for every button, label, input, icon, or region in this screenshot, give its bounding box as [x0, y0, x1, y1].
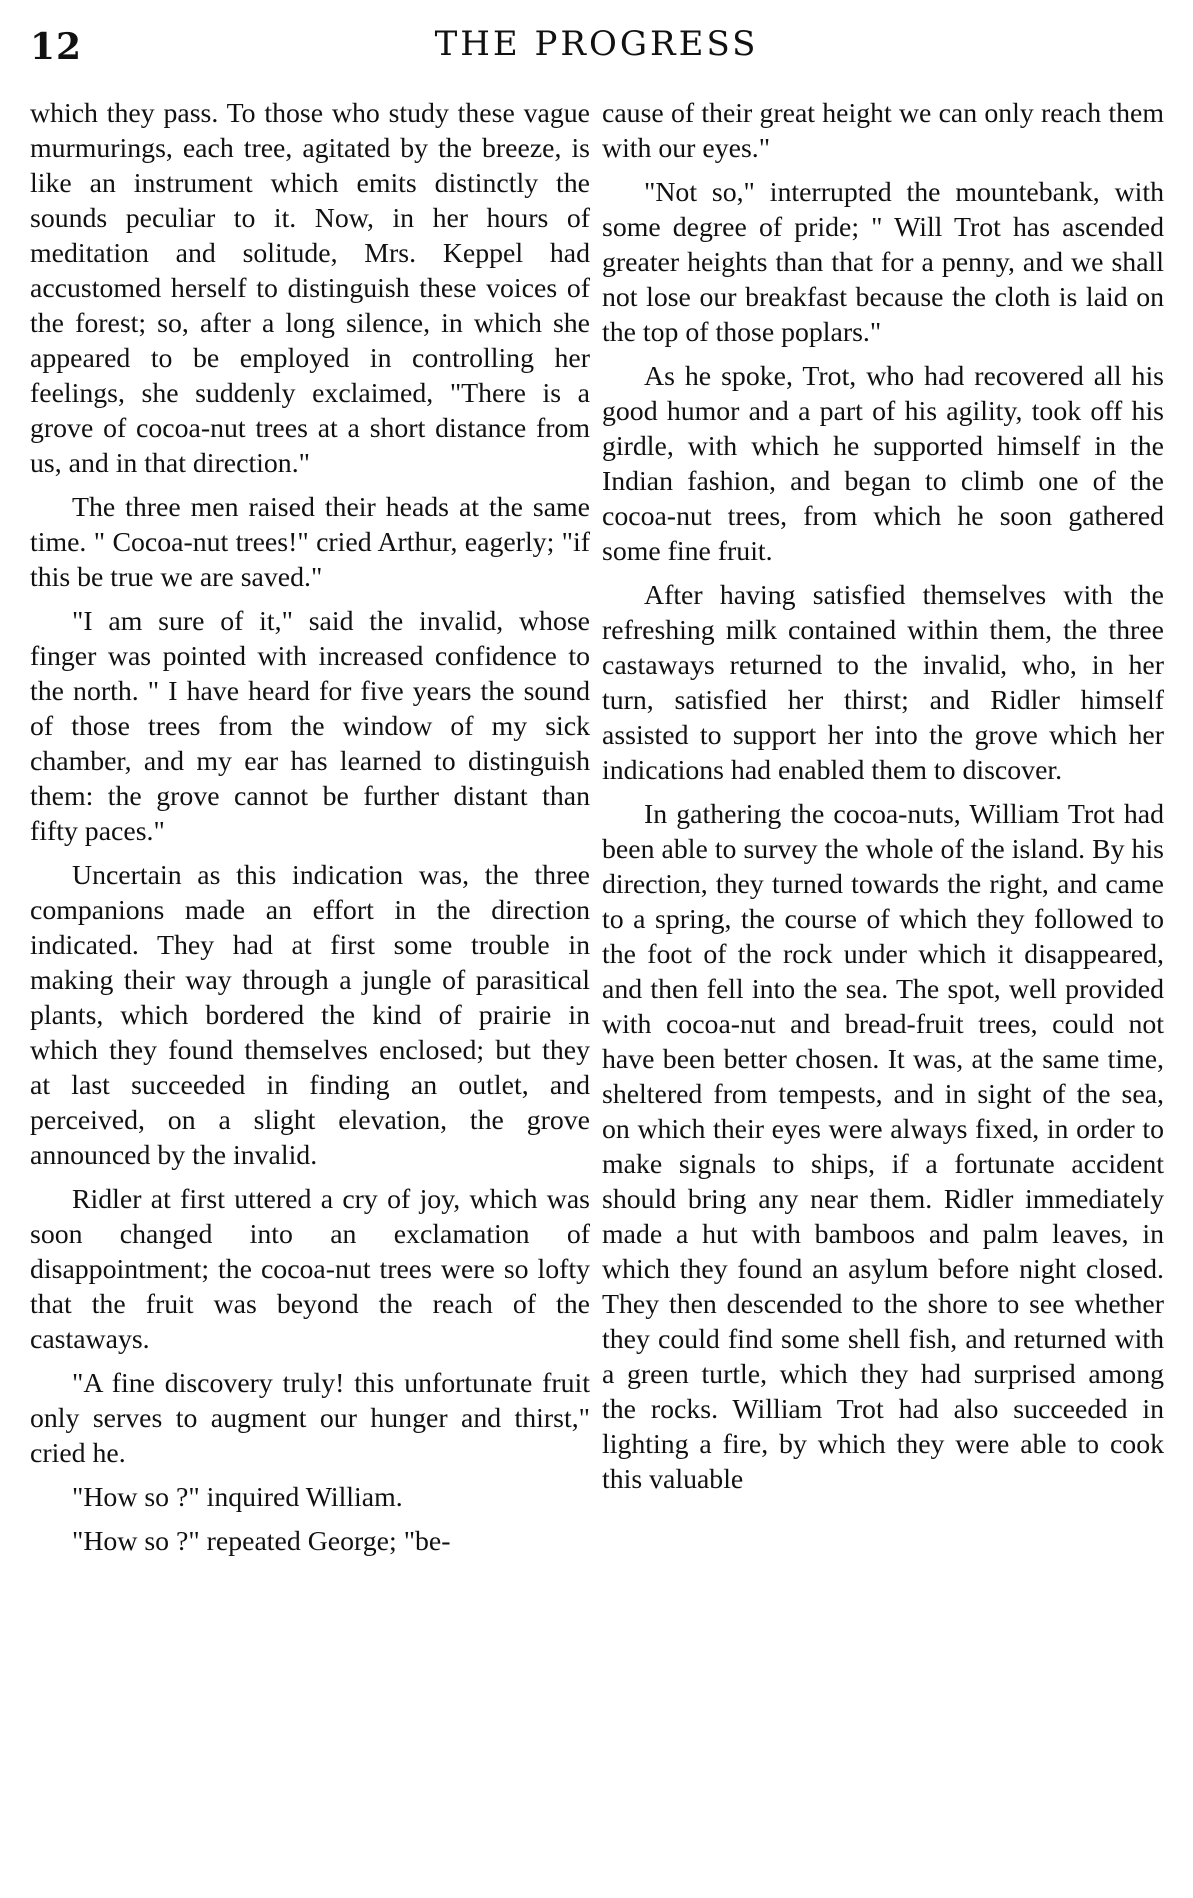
paragraph: After having satisfied themselves with the refreshing milk contained within them, the three castaways returned to the invalid, who, in her turn, satisfied her thirst; and Ridler himself assisted to support her into the grove which her indications had enabled them to discover. [602, 580, 1164, 786]
paragraph: cause of their great height we can only reach them with our eyes." [602, 98, 1164, 164]
paragraph: Ridler at first uttered a cry of joy, which was soon changed into an exclamation of disappointment; the cocoa-nut trees were so lofty that the fruit was beyond the reach of the castaways. [30, 1184, 590, 1355]
paragraph: "A fine discovery truly! this unfortunate fruit only serves to augment our hunger and thirst," cried he. [30, 1368, 590, 1469]
right-column [602, 96, 1164, 1497]
paragraph: "I am sure of it," said the invalid, whose finger was pointed with increased confidence to the north. " I have heard for five years the sound of those trees from the window of my sick chamber, and my ear has learned to distinguish them: the grove cannot be further distant than fifty paces." [30, 606, 590, 847]
page-number: 12 [30, 26, 83, 68]
paragraph: The three men raised their heads at the same time. " Cocoa-nut trees!" cried Arthur, eagerly; "if this be true we are saved." [30, 492, 590, 593]
paragraph: "How so ?" repeated George; "be- [72, 1526, 451, 1557]
page-header [30, 22, 1163, 70]
paragraph: "Not so," interrupted the mountebank, with some degree of pride; " Will Trot has ascended greater heights than that for a penny, and we shall not lose our breakfast because the cloth is laid on the top of those poplars." [602, 177, 1164, 348]
paragraph: which they pass. To those who study these vague murmurings, each tree, agitated by the breeze, is like an instrument which emits distinctly the sounds peculiar to it. Now, in her hours of meditation and solitude, Mrs. Keppel had accustomed herself to distinguish these voices of the forest; so, after a long silence, in which she appeared to be employed in controlling her feelings, she suddenly exclaimed, "There is a grove of cocoa-nut trees at a short distance from us, and in that direction." [30, 98, 590, 479]
paragraph: In gathering the cocoa-nuts, William Trot had been able to survey the whole of the island. By his direction, they turned towards the right, and came to a spring, the course of which they followed to the foot of the rock under which it disappeared, and then fell into the sea. The spot, well provided with cocoa-nut and bread-fruit trees, could not have been better chosen. It was, at the same time, sheltered from tempests, and in sight of the sea, on which their eyes were always fixed, in order to make signals to ships, if a fortunate accident should bring any near them. Ridler immediately made a hut with bamboos and palm leaves, in which they found an asylum before night closed. They then descended to the shore to see whether they could find some shell fish, and returned with a green turtle, which they had surprised among the rocks. William Trot had also succeeded in lighting a fire, by which they were able to cook this valuable [602, 799, 1164, 1495]
running-title: THE PROGRESS [434, 24, 759, 64]
paragraph: Uncertain as this indication was, the three companions made an effort in the direction indicated. They had at first some trouble in making their way through a jungle of parasitical plants, which bordered the kind of prairie in which they found themselves enclosed; but they at last succeeded in finding an outlet, and perceived, on a slight elevation, the grove announced by the invalid. [30, 860, 590, 1171]
paragraph: "How so ?" inquired William. [72, 1482, 403, 1513]
left-column [30, 96, 590, 1559]
paragraph: As he spoke, Trot, who had recovered all his good humor and a part of his agility, took off his girdle, with which he supported himself in the Indian fashion, and began to climb one of the cocoa-nut trees, from which he soon gathered some fine fruit. [602, 361, 1164, 567]
